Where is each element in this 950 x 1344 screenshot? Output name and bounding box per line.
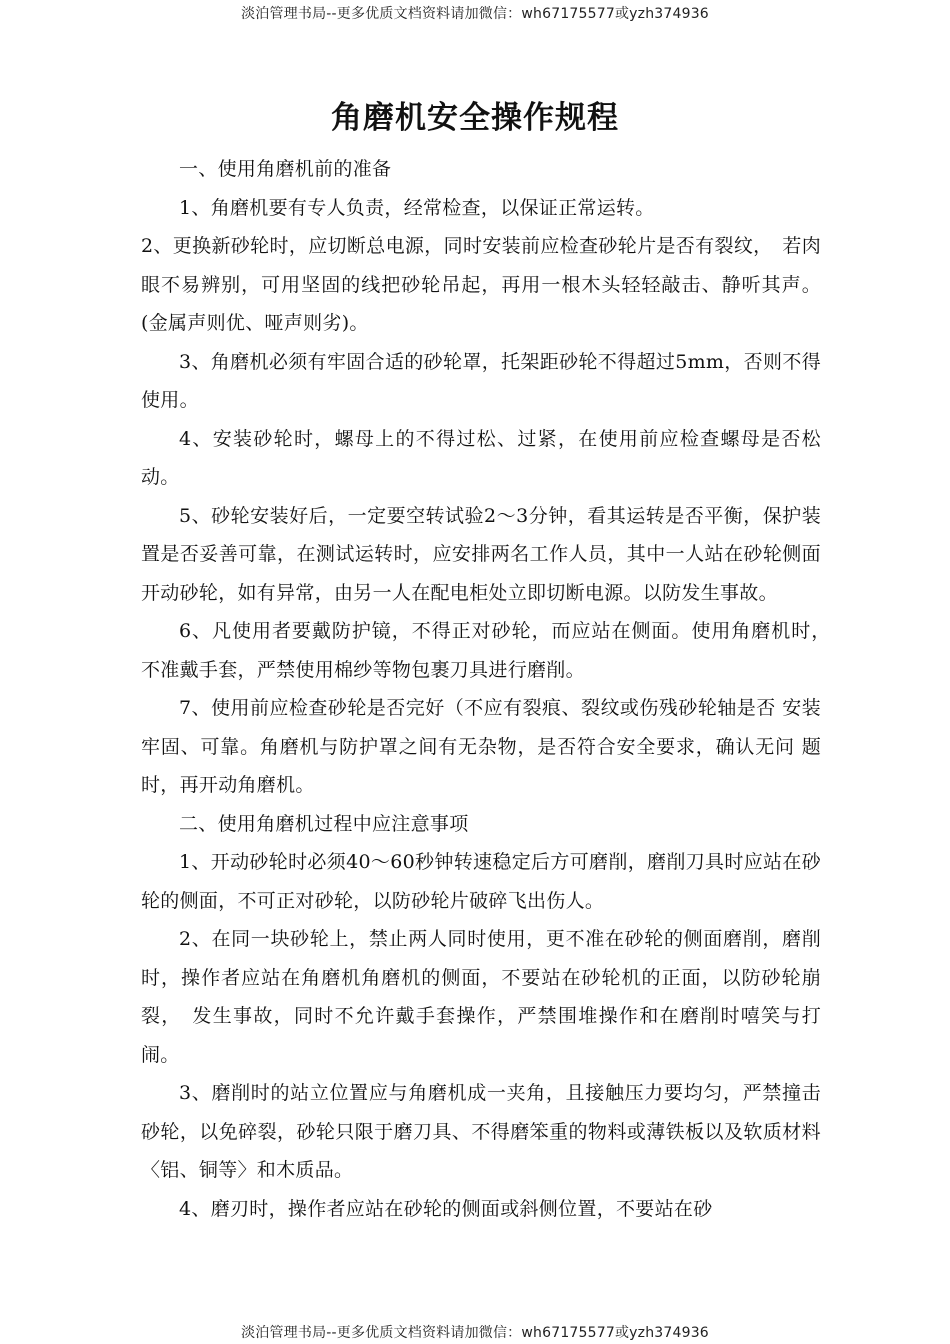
- paragraph: 1、角磨机要有专人负责，经常检查，以保证正常运转。: [179, 196, 655, 219]
- page-footer: 淡泊管理书局--更多优质文档资料请加微信：wh67175577或yzh374936: [241, 1325, 709, 1341]
- paragraph: 2、在同一块砂轮上，禁止两人同时使用，更不准在砂轮的侧面磨削，磨削 时，操作者应站在角磨机角磨机的侧面，不要站在砂轮机的正面，以防砂轮崩裂， 发生事故，同时不允许戴手套操作，严禁围堆操作和在磨削时嘻笑与打闹。: [141, 928, 821, 1066]
- paragraph: 7、使用前应检查砂轮是否完好（不应有裂痕、裂纹或伤残砂轮轴是否 安装牢固、可靠。角磨机与防护罩之间有无杂物，是否符合安全要求，确认无问 题时，再开动角磨机。: [141, 697, 821, 796]
- paragraph: 5、砂轮安装好后，一定要空转试验2〜3分钟，看其运转是否平衡，保护装 置是否妥善可靠，在测试运转时，应安排两名工作人员，其中一人站在砂轮侧面 开动砂轮，如有异常，由另一人在配电柜处立即切断电源。以防发生事故。: [141, 504, 821, 604]
- section-heading-1: 一、使用角磨机前的准备: [179, 158, 392, 180]
- paragraph: 1、开动砂轮时必须40〜60秒钟转速稳定后方可磨削，磨削刀具时应站在砂 轮的侧面，不可正对砂轮，以防砂轮片破碎飞出伤人。: [141, 851, 821, 912]
- paragraph: 4、磨刃时，操作者应站在砂轮的侧面或斜侧位置，不要站在砂: [179, 1197, 713, 1220]
- paragraph: 3、磨削时的站立位置应与角磨机成一夹角，且接触压力要均匀，严禁撞击 砂轮，以免碎裂，砂轮只限于磨刀具、不得磨笨重的物料或薄铁板以及软质材料〈铝、铜等〉和木质品。: [141, 1082, 821, 1181]
- page-header: 淡泊管理书局--更多优质文档资料请加微信：wh67175577或yzh374936: [241, 6, 709, 22]
- section-heading-2: 二、使用角磨机过程中应注意事项: [179, 812, 469, 835]
- paragraph: 6、凡使用者要戴防护镜，不得正对砂轮，而应站在侧面。使用角磨机时， 不准戴手套，严禁使用棉纱等物包裹刀具进行磨削。: [141, 620, 841, 681]
- document-body: [141, 150, 841, 1228]
- paragraph: 2、更换新砂轮时，应切断总电源，同时安装前应检查砂轮片是否有裂纹， 若肉眼不易辨别，可用坚固的线把砂轮吊起，再用一根木头轻轻敲击、静听其声。(金属声则优、哑声则劣)。: [141, 235, 821, 334]
- document-title: 角磨机安全操作规程: [331, 100, 619, 136]
- paragraph: 4、安装砂轮时，螺母上的不得过松、过紧，在使用前应检查螺母是否松动。: [141, 427, 821, 488]
- paragraph: 3、角磨机必须有牢固合适的砂轮罩，托架距砂轮不得超过5mm，否则不得使用。: [141, 350, 821, 411]
